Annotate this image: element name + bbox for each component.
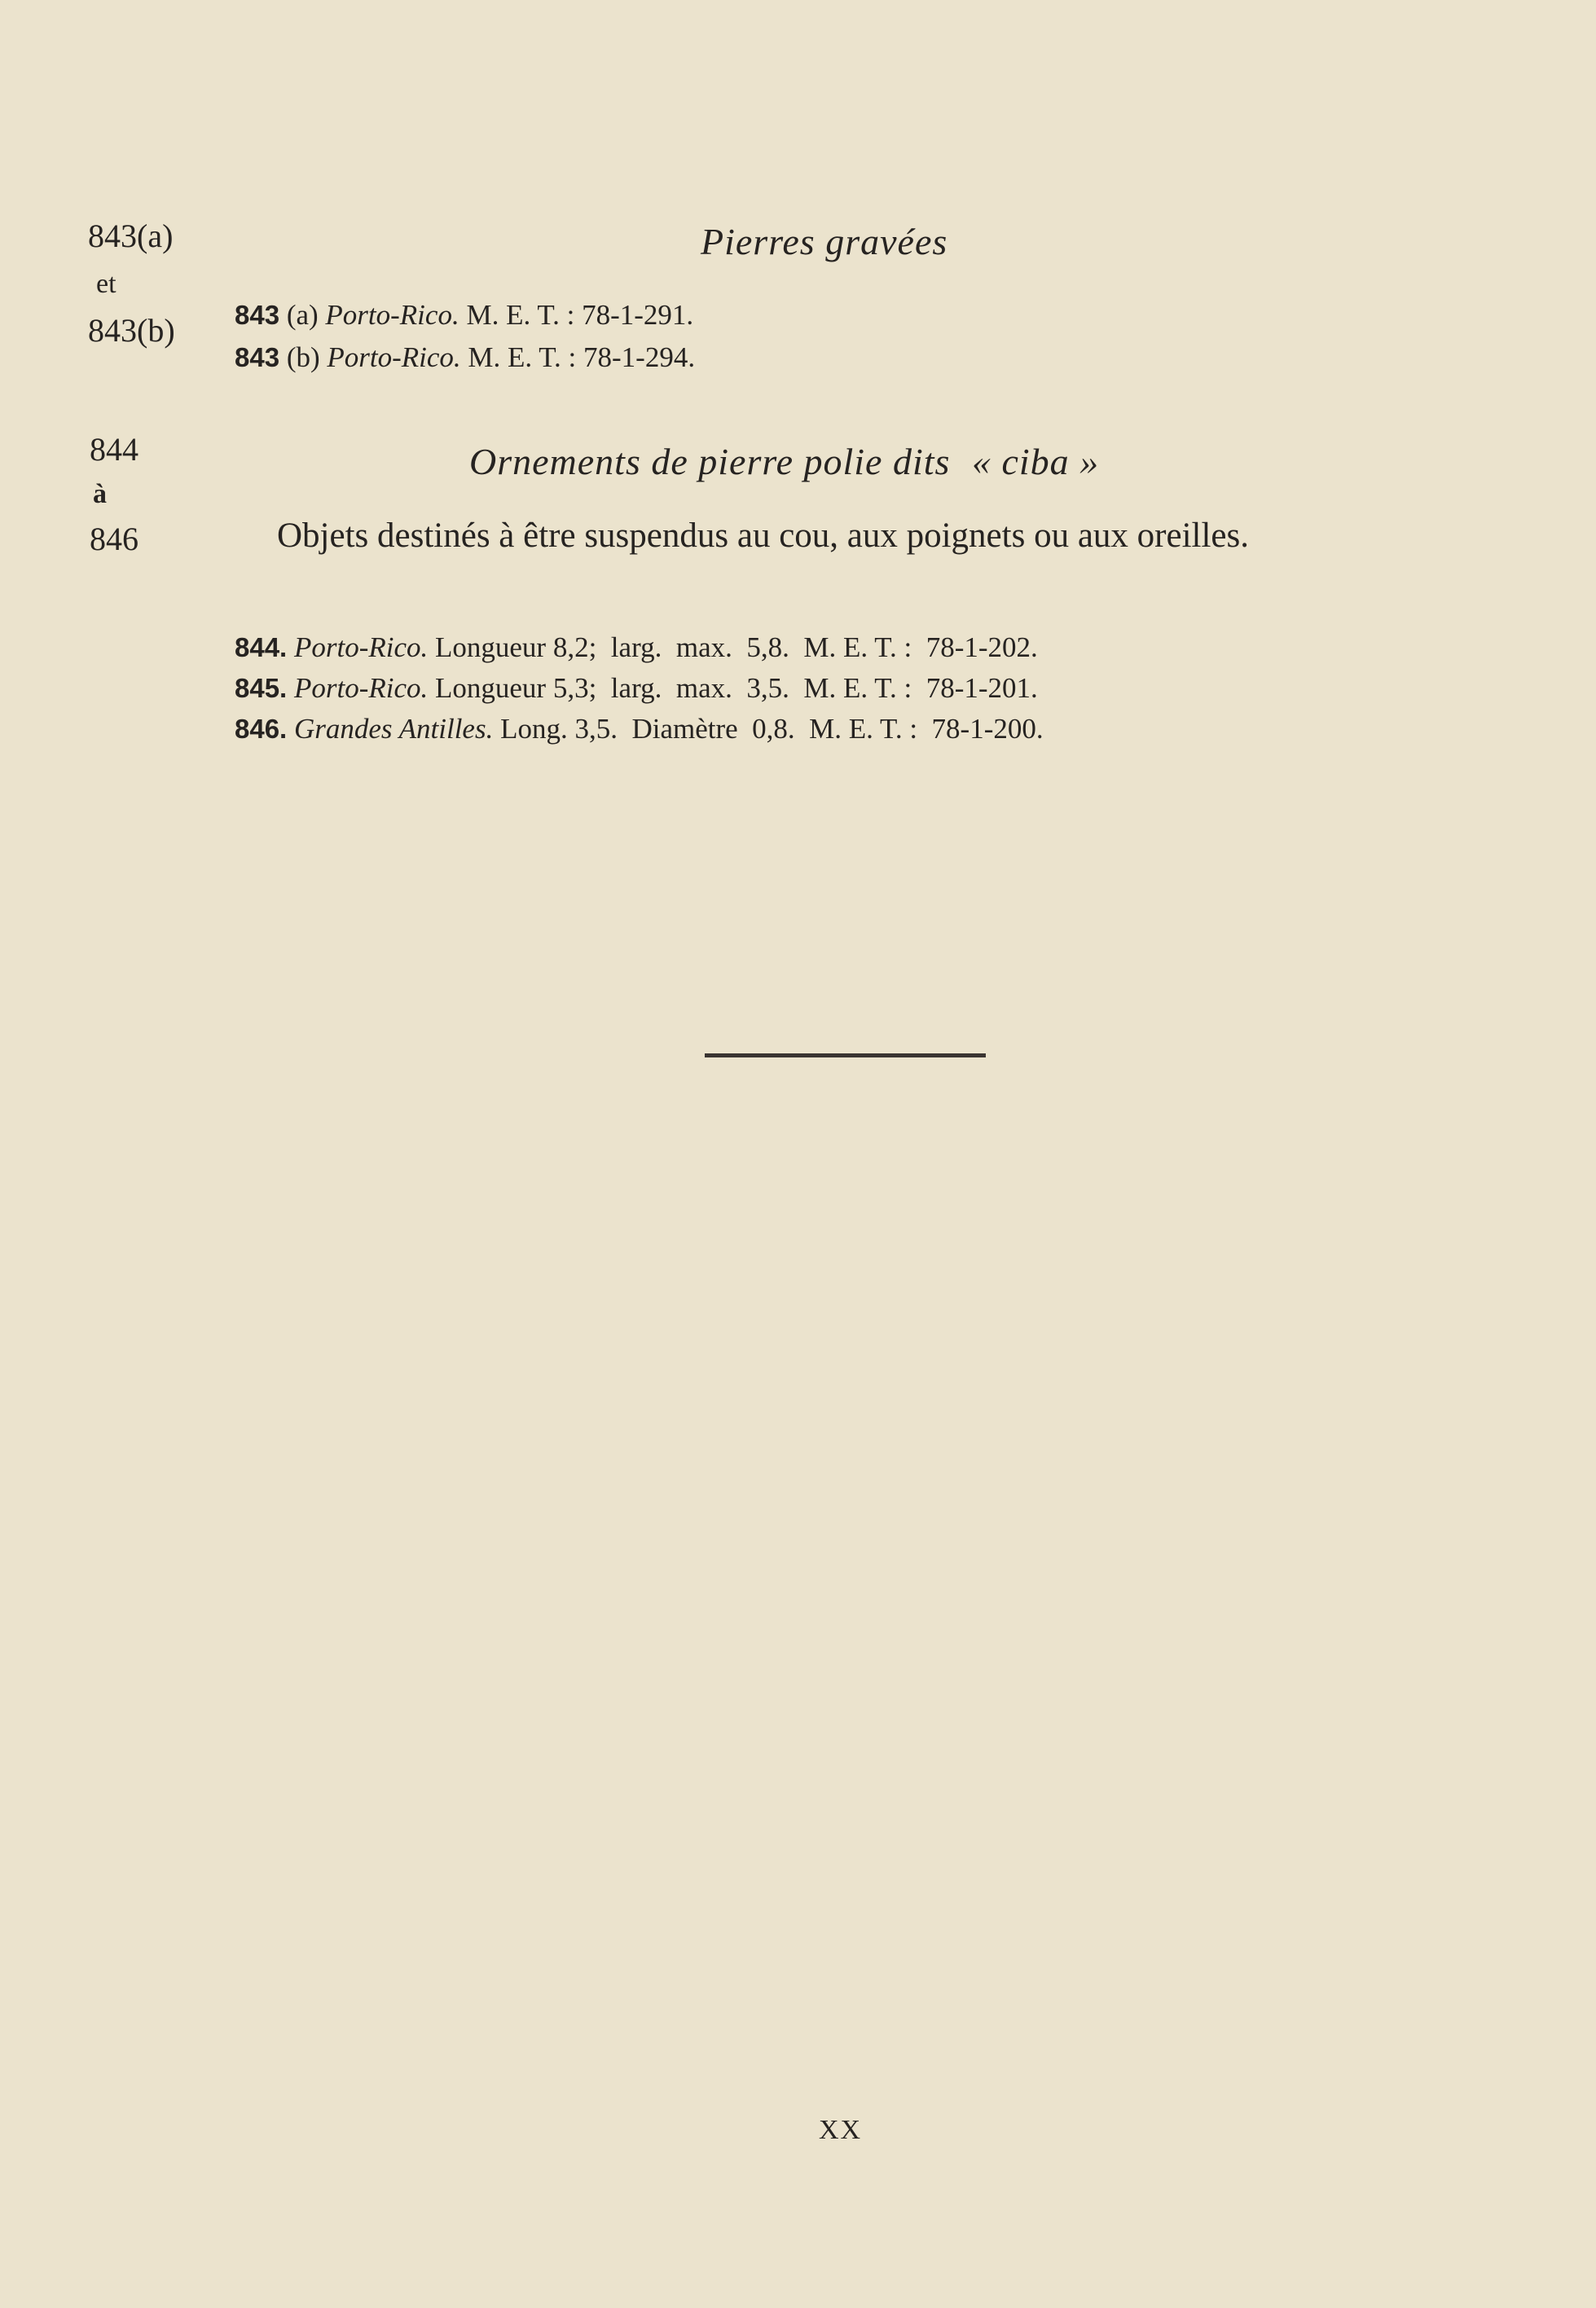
catalog-entry-845 — [235, 673, 1038, 704]
margin-join-et: et — [96, 269, 117, 299]
entry-place: Porto-Rico. — [293, 631, 429, 663]
entry-number: 843 — [235, 342, 280, 372]
entry-number: 846. — [235, 714, 288, 744]
section-description: Objets destinés à être suspendus au cou, aux poignets ou aux oreilles. — [277, 517, 1249, 555]
catalog-entry-843a — [235, 300, 693, 331]
entry-number: 845. — [235, 673, 288, 703]
entry-place: Porto-Rico. — [327, 341, 461, 373]
entry-label: (a) — [286, 299, 319, 331]
heading-quote: « ciba » — [971, 441, 1100, 482]
section-heading-pierres-gravees: Pierres gravées — [701, 221, 948, 262]
entry-place: Porto-Rico. — [325, 299, 459, 331]
margin-number-843a: 843(a) — [88, 218, 174, 254]
entry-details: Long. 3,5. Diamètre 0,8. M. E. T. : 78-1-200. — [500, 713, 1044, 745]
section-heading-ornements — [469, 440, 1099, 483]
catalog-entry-844 — [235, 632, 1038, 663]
catalog-entry-846 — [235, 714, 1044, 745]
entry-place: Porto-Rico. — [293, 672, 429, 704]
margin-number-844: 844 — [90, 431, 138, 468]
margin-join-a: à — [93, 479, 107, 509]
entry-reference: M. E. T. : 78-1-291. — [466, 299, 694, 331]
entry-number: 844. — [235, 632, 288, 662]
heading-text: Ornements de pierre polie dits — [469, 441, 951, 482]
entry-label: (b) — [286, 341, 320, 373]
margin-number-846: 846 — [90, 521, 138, 557]
page-folio: XX — [819, 2115, 863, 2145]
entry-details: Longueur 5,3; larg. max. 3,5. M. E. T. : 78-1-201. — [435, 672, 1038, 704]
entry-reference: M. E. T. : 78-1-294. — [468, 341, 696, 373]
entry-number: 843 — [235, 300, 280, 330]
entry-place: Grandes Antilles. — [293, 713, 494, 745]
entry-details: Longueur 8,2; larg. max. 5,8. M. E. T. : 78-1-202. — [435, 631, 1038, 663]
catalog-entry-843b — [235, 342, 695, 373]
margin-number-843b: 843(b) — [88, 312, 175, 349]
section-divider-rule — [705, 1053, 986, 1057]
